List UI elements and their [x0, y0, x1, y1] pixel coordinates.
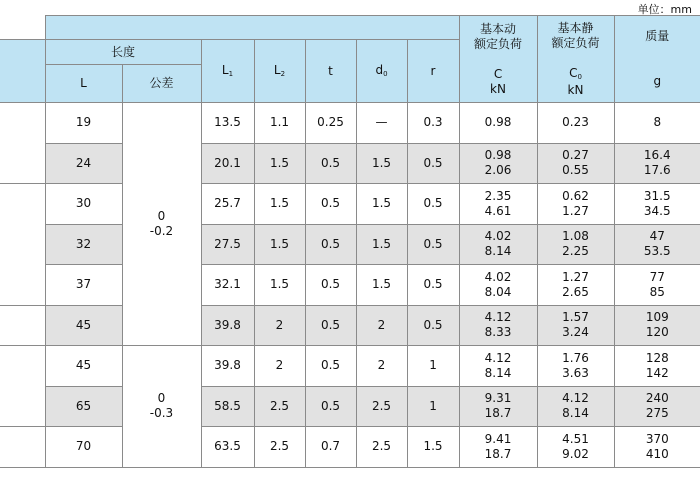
- cell-C0-value: 3.63: [562, 365, 589, 380]
- table-row: [0, 386, 700, 427]
- cell-C-value: 4.12: [484, 310, 512, 325]
- cell-t: 0.7: [305, 427, 356, 468]
- cell-mass-value: 17.6: [643, 163, 671, 178]
- cell-C0: [537, 346, 614, 387]
- cell-t: 0.5: [305, 143, 356, 184]
- cell-mass: [614, 346, 700, 387]
- cell-r: 0.5: [407, 224, 459, 265]
- table-row: [0, 265, 700, 306]
- cell-C0: [537, 427, 614, 468]
- cell-L1: 27.5: [201, 224, 254, 265]
- cell-L2: 1.1: [254, 103, 305, 144]
- header-blank: [0, 40, 45, 103]
- cell-L2: 1.5: [254, 184, 305, 225]
- header-dynamic-title-1: 基本动: [480, 21, 517, 36]
- table-row: [0, 305, 700, 346]
- cell-C0-value: 1.57: [562, 310, 589, 325]
- header-L1: [201, 40, 254, 103]
- cell-d0: —: [356, 103, 407, 144]
- cell-C0: [537, 224, 614, 265]
- cell-C0-value: 9.02: [562, 446, 589, 461]
- cell-C: [459, 265, 537, 306]
- cell-C: [459, 224, 537, 265]
- cell-mass: [614, 265, 700, 306]
- cell-C-value: 8.14: [484, 365, 512, 380]
- tolerance-upper: 0: [157, 209, 166, 223]
- cell-r: 0.5: [407, 265, 459, 306]
- cell-C-value: 8.14: [484, 244, 512, 259]
- cell-C0-value: 0.23: [562, 115, 589, 130]
- table-row: [0, 427, 700, 468]
- tolerance-lower: -0.2: [149, 224, 174, 238]
- header-L2-sub: 2: [280, 69, 286, 78]
- cell-L1: 39.8: [201, 305, 254, 346]
- cell-L2: 1.5: [254, 143, 305, 184]
- cell-mass-value: 120: [645, 325, 669, 340]
- header-mass-title: 质量: [645, 29, 670, 43]
- cell-L: 37: [45, 265, 122, 306]
- table-header: [0, 16, 700, 103]
- cell-mass-value: 31.5: [643, 188, 671, 203]
- header-static-load: [537, 16, 614, 103]
- cell-C0-value: 8.14: [562, 406, 589, 421]
- cell-C-value: 4.02: [484, 229, 512, 244]
- group-cell: [0, 143, 45, 184]
- cell-C-value: 2.06: [484, 163, 512, 178]
- table-row: [0, 224, 700, 265]
- group-cell: [0, 305, 45, 346]
- cell-d0: 1.5: [356, 265, 407, 306]
- header-static-title-1: 基本静: [557, 20, 594, 35]
- header-d0: [356, 40, 407, 103]
- spec-table: [0, 15, 700, 468]
- unit-label: 单位：mm: [637, 3, 692, 16]
- cell-mass: [614, 184, 700, 225]
- cell-mass-value: 142: [645, 365, 669, 380]
- cell-d0: 2: [356, 346, 407, 387]
- header-band: [45, 16, 459, 40]
- cell-C-value: 8.04: [484, 284, 512, 299]
- cell-C0-value: 1.76: [562, 350, 589, 365]
- cell-L2: 2.5: [254, 427, 305, 468]
- cell-L2: 2: [254, 346, 305, 387]
- table-body: [0, 103, 700, 468]
- header-L1-sub: 1: [228, 69, 234, 78]
- cell-L: 30: [45, 184, 122, 225]
- cell-d0: 2: [356, 305, 407, 346]
- cell-mass-value: 8: [653, 115, 662, 130]
- cell-L: 45: [45, 305, 122, 346]
- cell-C0-value: 3.24: [562, 325, 589, 340]
- cell-mass: [614, 103, 700, 144]
- tolerance-lower: -0.3: [149, 406, 174, 421]
- header-corner-top: [0, 16, 45, 40]
- cell-C: [459, 427, 537, 468]
- cell-mass-value: 410: [645, 446, 669, 461]
- group-cell: [0, 184, 45, 225]
- cell-C0-value: 0.55: [562, 163, 589, 178]
- cell-mass-value: 53.5: [643, 244, 671, 259]
- header-static-symbol-text: C: [569, 65, 578, 80]
- cell-C0: [537, 184, 614, 225]
- cell-C-value: 4.61: [484, 203, 512, 218]
- cell-mass: [614, 224, 700, 265]
- cell-L: 32: [45, 224, 122, 265]
- cell-mass-value: 275: [645, 406, 669, 421]
- tolerance-cell: [122, 103, 201, 346]
- cell-C-value: 4.02: [484, 269, 512, 284]
- table-row: [0, 346, 700, 387]
- cell-C0: [537, 386, 614, 427]
- cell-C: [459, 143, 537, 184]
- cell-L1: 25.7: [201, 184, 254, 225]
- cell-L: 19: [45, 103, 122, 144]
- cell-mass-value: 34.5: [643, 203, 671, 218]
- cell-r: 0.5: [407, 305, 459, 346]
- cell-C0: [537, 265, 614, 306]
- header-mass-unit: g: [653, 74, 662, 88]
- header-static-symbol: [538, 66, 614, 83]
- header-t: t: [305, 40, 356, 103]
- cell-r: 0.5: [407, 184, 459, 225]
- header-tolerance: 公差: [122, 65, 201, 103]
- cell-L: 70: [45, 427, 122, 468]
- group-cell: [0, 427, 45, 468]
- cell-mass-value: 370: [645, 431, 669, 446]
- cell-d0: 1.5: [356, 143, 407, 184]
- header-dynamic-load: [459, 16, 537, 103]
- cell-C0: [537, 305, 614, 346]
- cell-mass: [614, 427, 700, 468]
- cell-mass-value: 109: [645, 310, 669, 325]
- cell-r: 1: [407, 346, 459, 387]
- header-r: r: [407, 40, 459, 103]
- header-length-group: 长度: [45, 40, 201, 65]
- cell-d0: 2.5: [356, 386, 407, 427]
- cell-r: 1: [407, 386, 459, 427]
- cell-L1: 63.5: [201, 427, 254, 468]
- cell-r: 0.3: [407, 103, 459, 144]
- cell-r: 1.5: [407, 427, 459, 468]
- header-d0-text: d: [375, 62, 384, 77]
- cell-C0-value: 4.12: [562, 391, 589, 406]
- cell-L1: 39.8: [201, 346, 254, 387]
- header-dynamic-title-2: 额定负荷: [474, 36, 523, 51]
- cell-C0-value: 0.62: [562, 188, 589, 203]
- cell-mass-value: 47: [649, 229, 665, 244]
- table-row: [0, 103, 700, 144]
- cell-C-value: 8.33: [484, 325, 512, 340]
- cell-C-value: 4.12: [484, 350, 512, 365]
- header-L2-text: L: [273, 62, 281, 77]
- cell-mass-value: 85: [649, 284, 665, 299]
- table-row: [0, 184, 700, 225]
- cell-mass: [614, 305, 700, 346]
- cell-mass-value: 77: [649, 269, 665, 284]
- group-cell: [0, 265, 45, 306]
- cell-C: [459, 184, 537, 225]
- group-cell: [0, 224, 45, 265]
- header-L2: [254, 40, 305, 103]
- header-static-symbol-sub: 0: [577, 72, 582, 81]
- tolerance-upper: 0: [157, 391, 166, 406]
- cell-C: [459, 346, 537, 387]
- cell-C0-value: 0.27: [562, 148, 589, 163]
- cell-t: 0.5: [305, 346, 356, 387]
- cell-t: 0.5: [305, 386, 356, 427]
- cell-mass: [614, 386, 700, 427]
- cell-mass: [614, 143, 700, 184]
- cell-t: 0.5: [305, 305, 356, 346]
- cell-C-value: 2.35: [484, 188, 512, 203]
- cell-C0: [537, 103, 614, 144]
- header-dynamic-symbol: C: [493, 66, 503, 81]
- group-cell: [0, 103, 45, 144]
- cell-t: 0.5: [305, 184, 356, 225]
- header-L: L: [45, 65, 122, 103]
- cell-L2: 1.5: [254, 265, 305, 306]
- header-dynamic-unit: kN: [490, 81, 506, 96]
- table-row: [0, 143, 700, 184]
- cell-L2: 2: [254, 305, 305, 346]
- cell-L: 24: [45, 143, 122, 184]
- header-d0-sub: 0: [383, 69, 388, 78]
- group-cell: [0, 346, 45, 387]
- cell-C0-value: 1.27: [562, 269, 589, 284]
- cell-C0-value: 1.08: [562, 229, 589, 244]
- cell-C0-value: 1.27: [562, 203, 589, 218]
- cell-t: 0.25: [305, 103, 356, 144]
- cell-C0-value: 2.25: [562, 244, 589, 259]
- cell-L: 65: [45, 386, 122, 427]
- cell-C: [459, 305, 537, 346]
- cell-d0: 1.5: [356, 224, 407, 265]
- tolerance-cell: [122, 346, 201, 468]
- cell-L1: 20.1: [201, 143, 254, 184]
- cell-C0-value: 2.65: [562, 284, 589, 299]
- cell-mass-value: 128: [645, 350, 669, 365]
- cell-C-value: 9.41: [484, 431, 512, 446]
- cell-mass-value: 240: [645, 391, 669, 406]
- cell-L2: 1.5: [254, 224, 305, 265]
- header-static-title-2: 额定负荷: [551, 35, 600, 50]
- cell-L1: 58.5: [201, 386, 254, 427]
- cell-C-value: 9.31: [484, 391, 512, 406]
- cell-t: 0.5: [305, 265, 356, 306]
- cell-C: [459, 386, 537, 427]
- cell-C-value: 0.98: [484, 115, 512, 130]
- header-L1-text: L: [221, 62, 229, 77]
- cell-L: 45: [45, 346, 122, 387]
- cell-C-value: 18.7: [484, 406, 512, 421]
- cell-d0: 2.5: [356, 427, 407, 468]
- cell-t: 0.5: [305, 224, 356, 265]
- cell-C0: [537, 143, 614, 184]
- cell-C-value: 18.7: [484, 446, 512, 461]
- header-static-unit: kN: [567, 82, 584, 97]
- cell-mass-value: 16.4: [643, 148, 671, 163]
- cell-L1: 32.1: [201, 265, 254, 306]
- cell-d0: 1.5: [356, 184, 407, 225]
- cell-L2: 2.5: [254, 386, 305, 427]
- cell-C0-value: 4.51: [562, 431, 589, 446]
- group-cell: [0, 386, 45, 427]
- header-mass: [614, 16, 700, 103]
- cell-L1: 13.5: [201, 103, 254, 144]
- cell-C: [459, 103, 537, 144]
- cell-C-value: 0.98: [484, 148, 512, 163]
- cell-r: 0.5: [407, 143, 459, 184]
